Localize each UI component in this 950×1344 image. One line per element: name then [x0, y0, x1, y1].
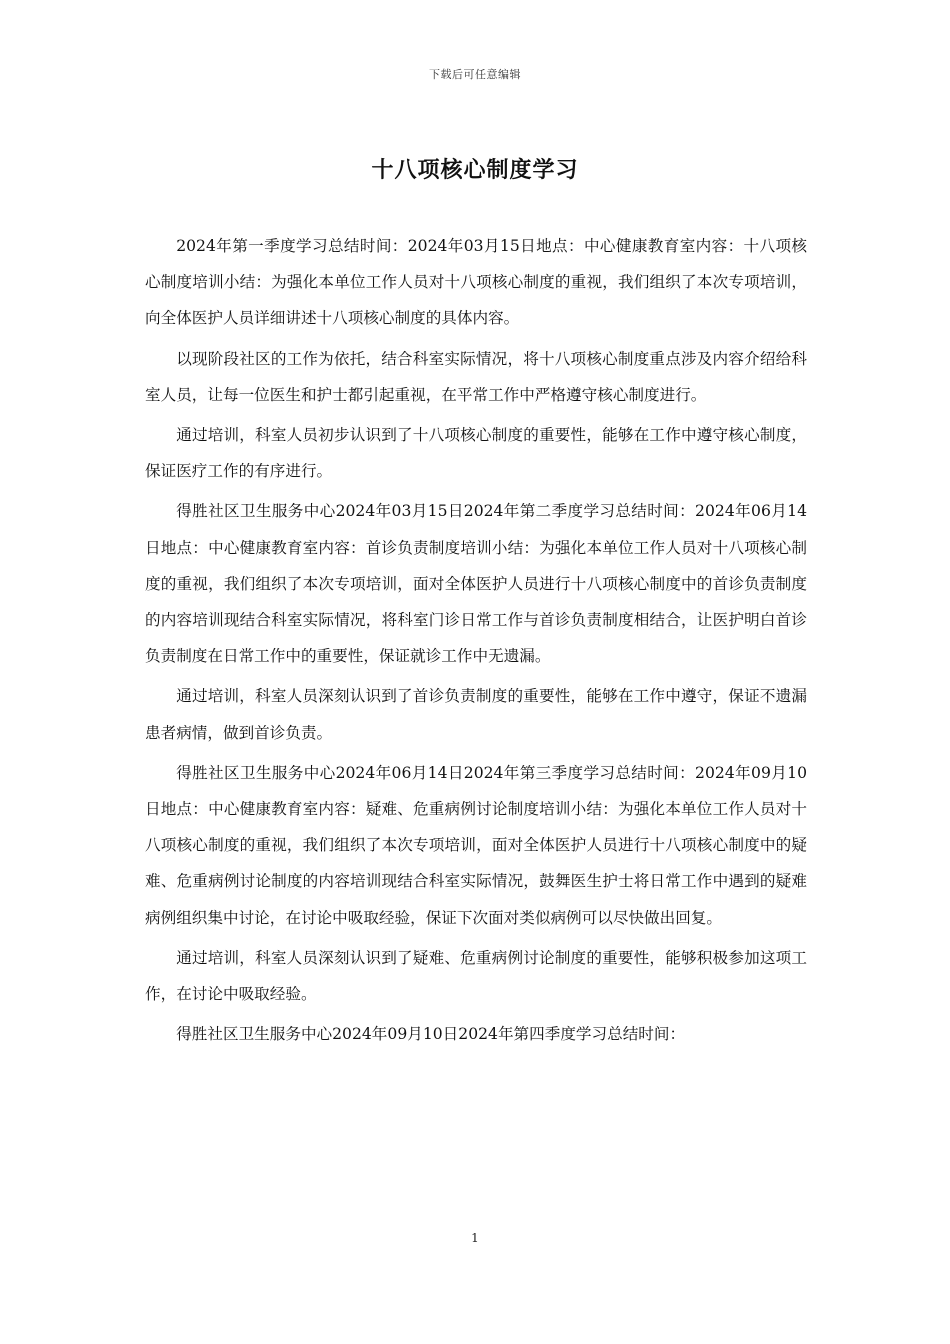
paragraph-q1-approach: 以现阶段社区的工作为依托，结合科室实际情况，将十八项核心制度重点涉及内容介绍给科室人员，让每一位医生和护士都引起重视，在平常工作中严格遵守核心制度进行。	[145, 349, 807, 404]
paragraph-q4-start: 得胜社区卫生服务中心2024年09月10日2024年第四季度学习总结时间：	[176, 1025, 686, 1044]
header-note: 下载后可任意编辑	[429, 68, 521, 81]
document-title: 十八项核心制度学习	[371, 157, 579, 183]
paragraph-q2-result: 通过培训，科室人员深刻认识到了首诊负责制度的重要性，能够在工作中遵守，保证不遗漏患者病情，做到首诊负责。	[145, 687, 807, 742]
paragraph-q3-summary: 得胜社区卫生服务中心2024年06月14日2024年第三季度学习总结时间：2024年09月10日地点：中心健康教育室内容：疑难、危重病例讨论制度培训小结：为强化本单位工作人员对十八项核心制度的重视，我们组织了本次专项培训，面对全体医护人员进行十八项核心制度中的疑难、危重病例讨论制度的内容培训现结合科室实际情况，鼓舞医生护士将日常工作中遇到的疑难病例组织集中讨论，在讨论中吸取经验，保证下次面对类似病例可以尽快做出回复。	[145, 763, 807, 927]
paragraph-q1-summary: 2024年第一季度学习总结时间：2024年03月15日地点：中心健康教育室内容：十八项核心制度培训小结：为强化本单位工作人员对十八项核心制度的重视，我们组织了本次专项培训，向全体医护人员详细讲述十八项核心制度的具体内容。	[145, 237, 807, 328]
paragraph-q2-summary: 得胜社区卫生服务中心2024年03月15日2024年第二季度学习总结时间：2024年06月14日地点：中心健康教育室内容：首诊负责制度培训小结：为强化本单位工作人员对十八项核心制度的重视，我们组织了本次专项培训，面对全体医护人员进行十八项核心制度中的首诊负责制度的内容培训现结合科室实际情况，将科室门诊日常工作与首诊负责制度相结合，让医护明白首诊负责制度在日常工作中的重要性，保证就诊工作中无遗漏。	[145, 502, 807, 666]
paragraph-q1-result: 通过培训，科室人员初步认识到了十八项核心制度的重要性，能够在工作中遵守核心制度，保证医疗工作的有序进行。	[145, 426, 807, 481]
page-number: 1	[471, 1231, 479, 1245]
document-body	[145, 228, 807, 1056]
paragraph-q3-result: 通过培训，科室人员深刻认识到了疑难、危重病例讨论制度的重要性，能够积极参加这项工作，在讨论中吸取经验。	[145, 948, 807, 1004]
